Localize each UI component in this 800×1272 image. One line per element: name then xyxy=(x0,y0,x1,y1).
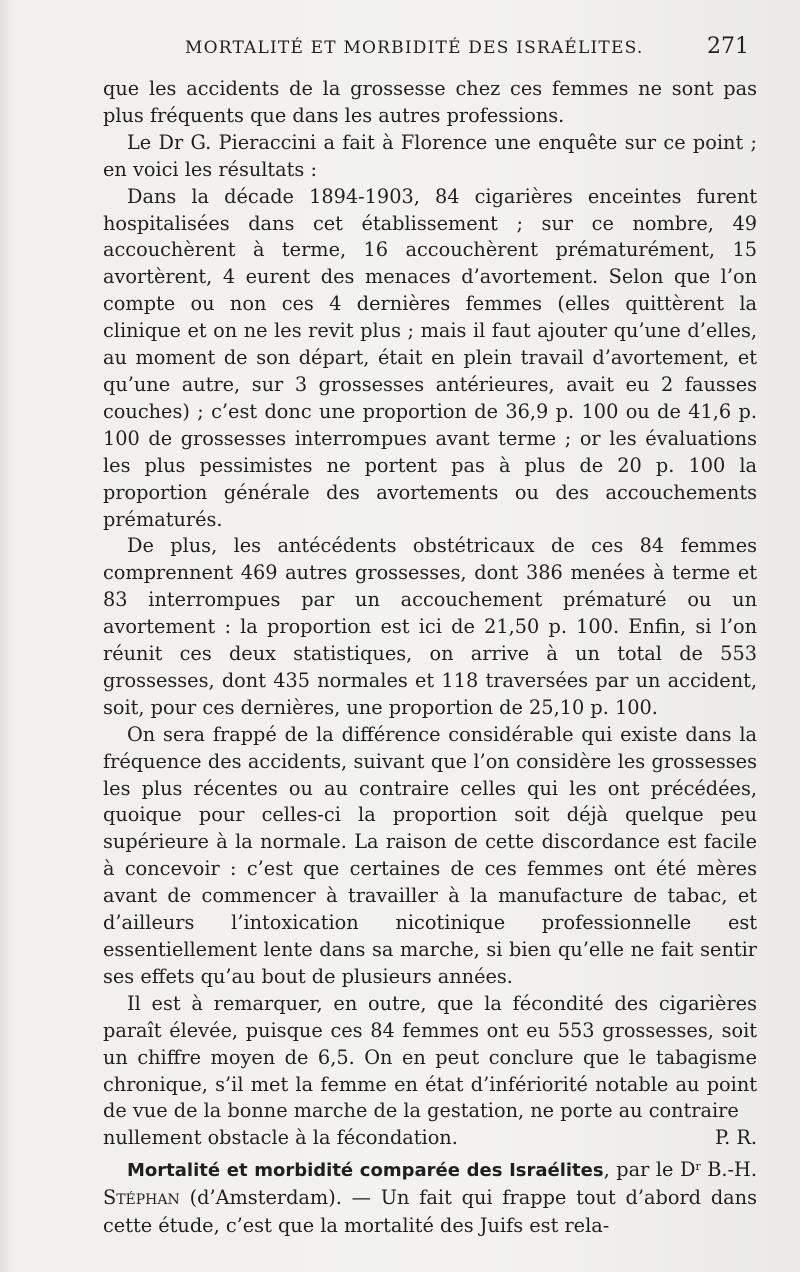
signature: P. R. xyxy=(715,1126,757,1150)
paragraph-6-text: Il est à remarquer, en outre, que la fécondité des cigarières paraît élevée, puisque ces 84 femmes ont eu 553 grossesses, soit un chiffre moyen de 6,5. On en peut conclure que le tabagisme chronique, s’il met la femme en état d’infériorité notable au point de vue de la bonne marche de la gestation, ne porte au contraire xyxy=(103,991,757,1123)
article-title: Mortalité et morbidité comparée des Israélites xyxy=(127,1160,604,1181)
author-prefix: D xyxy=(679,1158,696,1181)
article-author: B.-H. Stéphan xyxy=(103,1158,757,1210)
article-intro-text: (d’Amsterdam). — Un fait qui frappe tout d’abord dans cette étude, c’est que la mortalité des Juifs est rela- xyxy=(103,1186,757,1237)
page-number: 271 xyxy=(707,34,749,59)
paragraph-6-last-line: nullement obstacle à la fécondation. xyxy=(103,1126,458,1150)
article-title-suffix: , par le xyxy=(603,1158,680,1181)
next-article xyxy=(103,1156,757,1239)
paragraph-3: Dans la décade 1894-1903, 84 cigarières enceintes furent hospitalisées dans cet établissement ; sur ce nombre, 49 accouchèrent à terme, 16 accouchèrent prématurément, 15 avortèrent, 4 eurent des menaces d’avortement. Selon que l’on compte ou non ces 4 dernières femmes (elles quittèrent la clinique et on ne les revit plus ; mais il faut ajouter qu’une d’elles, au moment de son départ, était en plein travail d’avortement, et qu’une autre, sur 3 grossesses antérieures, avait eu 2 fausses couches) ; c’est donc une proportion de 36,9 p. 100 ou de 41,6 p. 100 de grossesses interrompues avant terme ; or les évaluations les plus pessimistes ne portent pas à plus de 20 p. 100 la proportion générale des avortements ou des accouchements prématurés. xyxy=(103,184,757,531)
author-prefix-sup: r xyxy=(695,1160,701,1173)
page-header xyxy=(0,36,800,66)
signature-line xyxy=(103,1125,757,1152)
body-text xyxy=(103,76,757,1152)
paragraph-6 xyxy=(103,991,757,1152)
paragraph-5: On sera frappé de la différence considérable qui existe dans la fréquence des accidents, suivant que l’on considère les grossesses les plus récentes ou au contraire celles qui les ont précédées, quoique pour celles-ci la proportion soit déjà quelque peu supérieure à la normale. La raison de cette discordance est facile à concevoir : c’est que certaines de ces femmes ont été mères avant de commencer à travailler à la manufacture de tabac, et d’ailleurs l’intoxication nicotinique professionnelle est essentiellement lente dans sa marche, si bien qu’elle ne fait sentir ses effets qu’au bout de plusieurs années. xyxy=(103,722,757,988)
paragraph-2: Le Dr G. Pieraccini a fait à Florence une enquête sur ce point ; en voici les résultats : xyxy=(103,130,757,181)
paragraph-1: que les accidents de la grossesse chez ces femmes ne sont pas plus fréquents que dans les autres professions. xyxy=(103,77,757,127)
paragraph-4: De plus, les antécédents obstétricaux de ces 84 femmes comprennent 469 autres grossesses, dont 386 menées à terme et 83 interrompues par un accouchement prématuré ou un avortement : la proportion est ici de 21,50 p. 100. Enfin, si l’on réunit ces deux statistiques, on arrive à un total de 553 grossesses, dont 435 normales et 118 traversées par un accident, soit, pour ces dernières, une proportion de 25,10 p. 100. xyxy=(103,534,757,719)
next-article-paragraph xyxy=(103,1156,757,1239)
running-title: MORTALITÉ ET MORBIDITÉ DES ISRAÉLITES. xyxy=(185,38,644,58)
